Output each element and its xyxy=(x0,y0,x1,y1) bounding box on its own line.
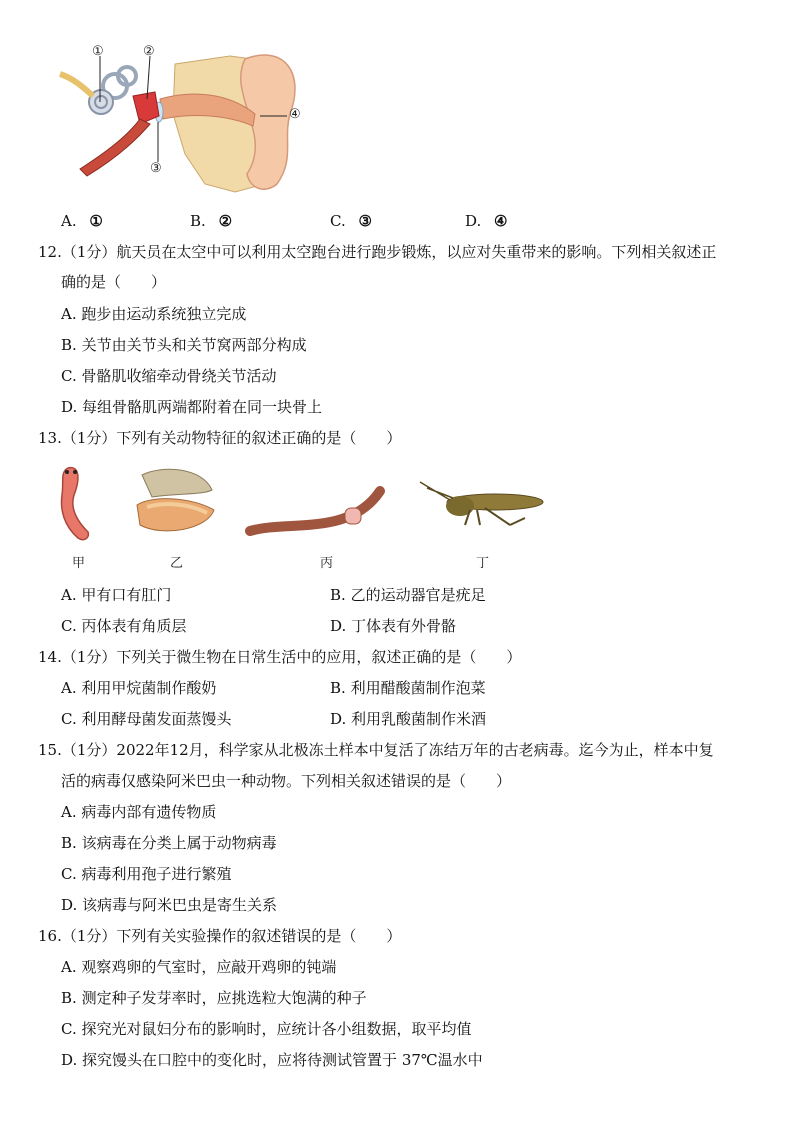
q16-option-c[interactable] xyxy=(61,1019,472,1039)
option-key: A. xyxy=(61,586,77,604)
option-text: 利用甲烷菌制作酸奶 xyxy=(81,679,217,697)
q12-stem-line1: 12.（1分）航天员在太空中可以利用太空跑台进行跑步锻炼，以应对失重带来的影响。下列相关叙述正 xyxy=(38,243,717,261)
option-key: A. xyxy=(61,305,77,323)
q16-option-a[interactable] xyxy=(61,957,336,977)
q15-option-c[interactable] xyxy=(61,864,232,884)
option-text: ③ xyxy=(358,212,372,230)
q16-stem: 16.（1分）下列有关实验操作的叙述错误的是（ ） xyxy=(38,927,402,945)
option-text: 利用乳酸菌制作米酒 xyxy=(351,710,487,728)
q16-option-b[interactable] xyxy=(61,988,367,1008)
q11-option-c[interactable] xyxy=(330,211,372,231)
option-text: 该病毒在分类上属于动物病毒 xyxy=(81,834,277,852)
image-label-bing: 丙 xyxy=(320,556,334,571)
option-text: ② xyxy=(218,212,233,230)
option-key: D. xyxy=(465,212,482,230)
option-key: C. xyxy=(61,367,77,385)
q15-stem-line2: 活的病毒仅感染阿米巴虫一种动物。下列相关叙述错误的是（ ） xyxy=(61,772,512,790)
option-key: D. xyxy=(61,1051,78,1069)
option-text: 观察鸡卵的气室时，应敲开鸡卵的钝端 xyxy=(81,958,337,976)
ear-diagram xyxy=(55,44,315,194)
option-key: C. xyxy=(61,617,77,635)
option-text: 跑步由运动系统独立完成 xyxy=(81,305,247,323)
q12-option-b[interactable] xyxy=(61,335,307,355)
option-key: A. xyxy=(61,803,77,821)
option-key: C. xyxy=(61,865,77,883)
callout-4: ④ xyxy=(289,107,301,122)
image-label-yi: 乙 xyxy=(170,556,184,571)
option-text: 甲有口有肛门 xyxy=(81,586,172,604)
q15-option-b[interactable] xyxy=(61,833,277,853)
option-key: A. xyxy=(61,958,77,976)
option-text: 该病毒与阿米巴虫是寄生关系 xyxy=(82,896,278,914)
option-text: 测定种子发芽率时，应挑选粒大饱满的种子 xyxy=(81,989,367,1007)
option-key: A. xyxy=(61,679,77,697)
option-key: D. xyxy=(330,710,347,728)
clam-image xyxy=(132,465,217,540)
option-text: 关节由关节头和关节窝两部分构成 xyxy=(81,336,307,354)
option-key: B. xyxy=(330,679,346,697)
q14-option-b[interactable] xyxy=(330,678,486,698)
option-text: 病毒利用孢子进行繁殖 xyxy=(81,865,232,883)
option-key: B. xyxy=(190,212,206,230)
option-text: 丁体表有外骨骼 xyxy=(351,617,457,635)
option-text: 每组骨骼肌两端都附着在同一块骨上 xyxy=(82,398,323,416)
option-key: A. xyxy=(61,212,77,230)
q11-option-d[interactable] xyxy=(465,211,508,231)
q12-stem-line2: 确的是（ ） xyxy=(61,273,167,291)
q15-stem-line1: 15.（1分）2022年12月，科学家从北极冻土样本中复活了冻结万年的古老病毒。迄今为止，样本中复 xyxy=(38,741,714,759)
q11-option-a[interactable] xyxy=(61,211,103,231)
option-text: 丙体表有角质层 xyxy=(81,617,187,635)
q15-option-a[interactable] xyxy=(61,802,216,822)
option-text: 乙的运动器官是疣足 xyxy=(350,586,486,604)
option-key: B. xyxy=(61,989,77,1007)
option-text: ① xyxy=(89,212,103,230)
callout-2: ② xyxy=(143,44,155,59)
callout-3: ③ xyxy=(150,161,162,176)
q13-option-d[interactable] xyxy=(330,616,456,636)
q13-option-a[interactable] xyxy=(61,585,171,605)
flatworm-image xyxy=(50,460,100,545)
option-key: D. xyxy=(61,896,78,914)
image-label-ding: 丁 xyxy=(476,556,490,571)
option-text: ④ xyxy=(494,212,508,230)
q13-stem: 13.（1分）下列有关动物特征的叙述正确的是（ ） xyxy=(38,429,402,447)
q13-option-b[interactable] xyxy=(330,585,486,605)
option-key: D. xyxy=(330,617,347,635)
option-key: B. xyxy=(330,586,346,604)
option-key: D. xyxy=(61,398,78,416)
option-text: 利用醋酸菌制作泡菜 xyxy=(350,679,486,697)
q14-option-c[interactable] xyxy=(61,709,232,729)
q16-option-d[interactable] xyxy=(61,1050,483,1070)
option-text: 探究馒头在口腔中的变化时，应将待测试管置于 37℃温水中 xyxy=(82,1051,483,1069)
q15-option-d[interactable] xyxy=(61,895,277,915)
q14-stem: 14.（1分）下列关于微生物在日常生活中的应用，叙述正确的是（ ） xyxy=(38,648,522,666)
option-text: 骨骼肌收缩牵动骨绕关节活动 xyxy=(81,367,277,385)
option-key: C. xyxy=(61,1020,77,1038)
option-text: 病毒内部有遗传物质 xyxy=(81,803,217,821)
option-key: B. xyxy=(61,834,77,852)
q12-option-d[interactable] xyxy=(61,397,322,417)
option-text: 探究光对鼠妇分布的影响时，应统计各小组数据，取平均值 xyxy=(81,1020,472,1038)
image-label-jia: 甲 xyxy=(72,556,86,571)
option-text: 利用酵母菌发面蒸馒头 xyxy=(81,710,232,728)
option-key: C. xyxy=(61,710,77,728)
grasshopper-image xyxy=(415,480,555,530)
earthworm-image xyxy=(245,486,390,541)
q12-option-a[interactable] xyxy=(61,304,246,324)
q11-option-b[interactable] xyxy=(190,211,232,231)
option-key: B. xyxy=(61,336,77,354)
q13-option-c[interactable] xyxy=(61,616,187,636)
callout-1: ① xyxy=(92,44,104,59)
q14-option-d[interactable] xyxy=(330,709,486,729)
q12-option-c[interactable] xyxy=(61,366,277,386)
q14-option-a[interactable] xyxy=(61,678,216,698)
option-key: C. xyxy=(330,212,346,230)
